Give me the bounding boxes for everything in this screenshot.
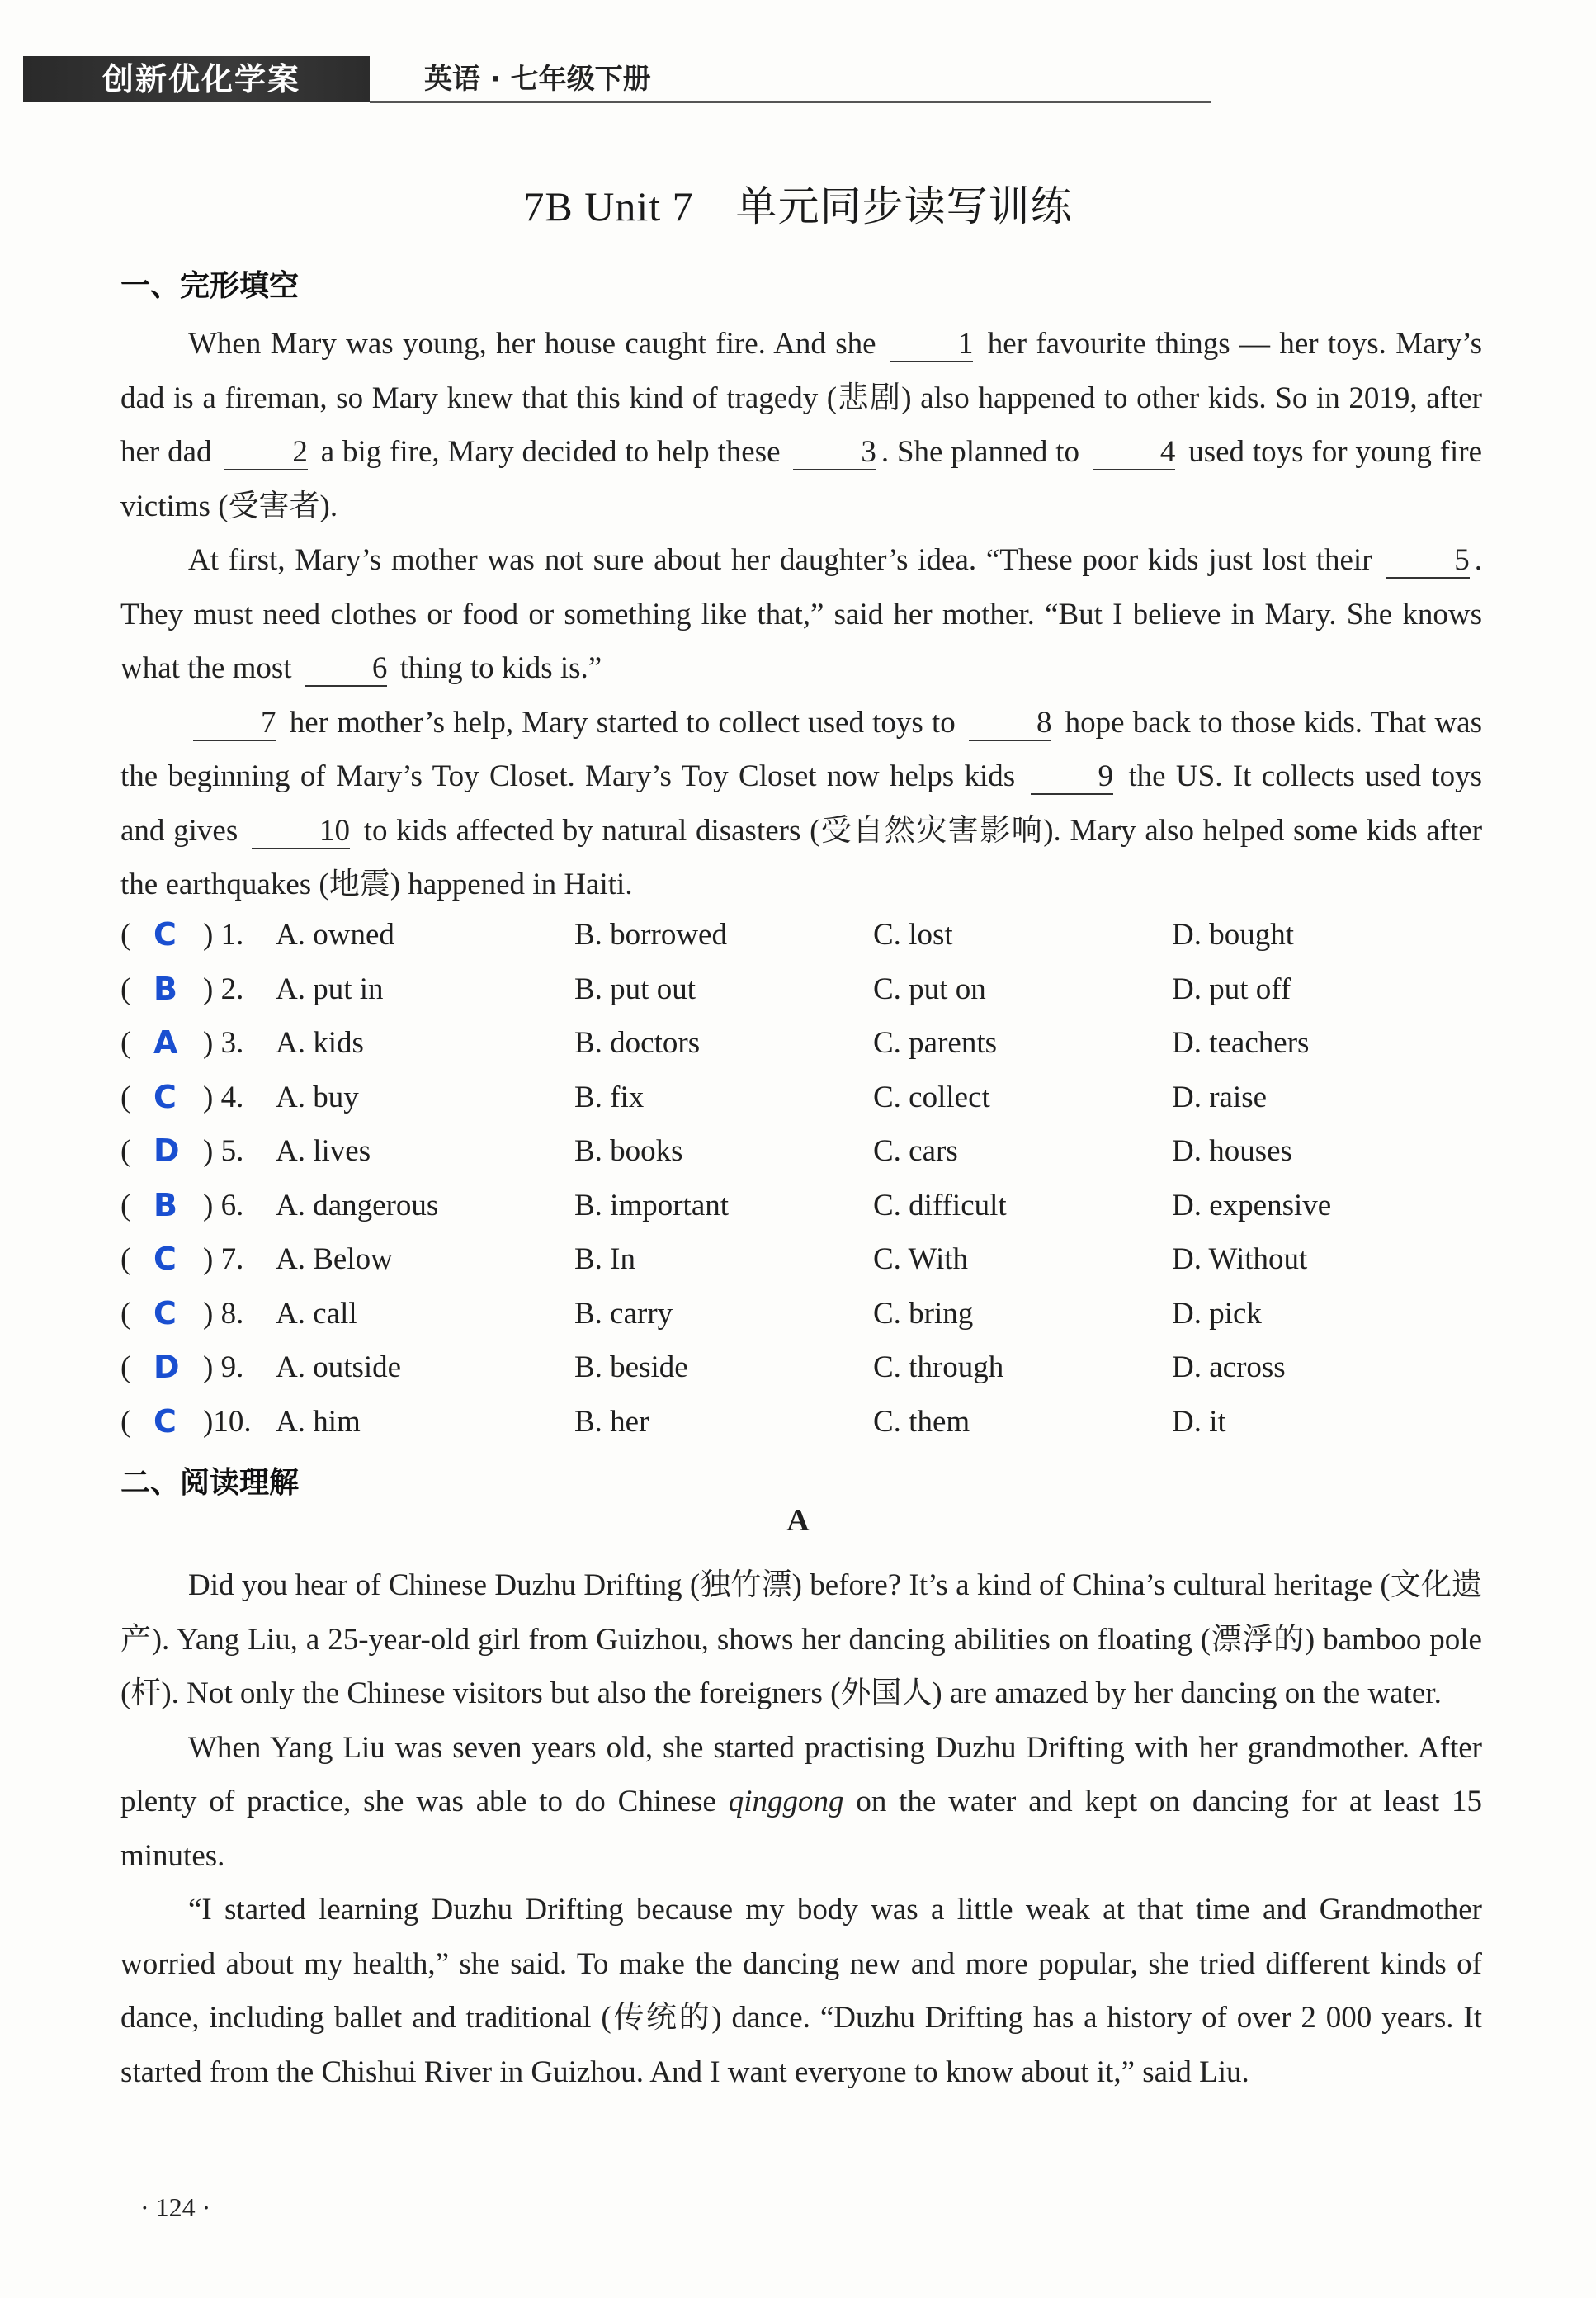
option-a: A. dangerous (276, 1188, 439, 1222)
number-text: 5. (220, 1134, 244, 1168)
option-a: A. Below (276, 1242, 393, 1276)
question-row (120, 1232, 1523, 1287)
question-number (203, 1232, 243, 1287)
paren-open: ( (120, 918, 131, 952)
paren-open: ( (120, 1080, 131, 1114)
option-b: B. carry (574, 1296, 673, 1331)
cloze-paragraph-1 (120, 317, 1482, 533)
number-text: 8. (220, 1296, 244, 1331)
question-number (203, 1340, 243, 1395)
option-d: D. it (1172, 1404, 1226, 1439)
option-c: C. them (873, 1404, 970, 1439)
blank-4: 4 (1093, 436, 1176, 470)
cloze-passage (120, 317, 1482, 912)
paren-close: ) (203, 1350, 214, 1384)
answer-mark: C (153, 1294, 177, 1331)
question-row (120, 1179, 1523, 1233)
paren-close: ) (203, 972, 214, 1006)
option-b: B. In (574, 1242, 635, 1276)
number-text: 7. (220, 1242, 244, 1276)
option-a: A. owned (276, 918, 394, 952)
answer-mark: C (153, 1241, 177, 1277)
blank-2: 2 (224, 436, 308, 470)
brand-logo: 创新优化学案 (23, 56, 370, 102)
section-heading-cloze: 一、完形填空 (120, 269, 300, 303)
option-b: B. important (574, 1188, 730, 1222)
question-number (203, 1287, 243, 1341)
cloze-paragraph-3 (120, 696, 1482, 912)
number-text: 4. (220, 1080, 244, 1114)
paren-close: ) (203, 1296, 214, 1331)
option-a: A. kids (276, 1026, 364, 1060)
paren-close: ) (203, 1080, 214, 1114)
number-text: 6. (220, 1188, 244, 1222)
text-span: At first, Mary’s mother was not sure about her daughter’s idea. “These poor kids just lost their (188, 543, 1372, 577)
option-c: C. lost (873, 918, 953, 952)
page-title: 7B Unit 7 单元同步读写训练 (523, 183, 1073, 229)
paren-open: ( (120, 1026, 131, 1060)
answer-mark: C (153, 1078, 177, 1115)
blank-3: 3 (793, 436, 876, 470)
reading-paragraph-2 (120, 1721, 1482, 1884)
page-header (23, 56, 1195, 102)
option-d: D. raise (1172, 1080, 1268, 1114)
passage-label: A (786, 1503, 810, 1538)
paren-close: ) (203, 1404, 214, 1439)
text-span: thing to kids is.” (399, 651, 602, 685)
option-d: D. houses (1172, 1134, 1292, 1168)
text-span: . She planned to (881, 435, 1080, 469)
option-c: C. through (873, 1350, 1004, 1384)
option-b: B. borrowed (574, 918, 727, 952)
answer-mark: B (153, 970, 177, 1007)
blank-5: 5 (1386, 544, 1470, 579)
header-divider (370, 101, 1211, 103)
section-heading-reading: 二、阅读理解 (120, 1466, 300, 1500)
option-d: D. expensive (1172, 1188, 1332, 1222)
paren-close: ) (203, 1242, 214, 1276)
text-span: When Mary was young, her house caught fire. And she (188, 327, 876, 361)
text-span: her favourite things — her toys. Mary’s dad is a fireman, so Mary knew that this kind of tragedy (悲剧) also happened to other kids. So in 2019, after her dad (120, 327, 1483, 469)
number-text: 1. (220, 918, 244, 952)
answer-mark: A (153, 1024, 178, 1061)
blank-8: 8 (969, 707, 1052, 741)
question-number (203, 1071, 243, 1125)
option-d: D. pick (1172, 1296, 1262, 1331)
text-span: to kids affected by natural disasters (受自然灾害影响). Mary also helped some kids after the earthquakes (地震) happened in Haiti. (120, 813, 1483, 901)
text-span: the US. It collects used toys and gives (120, 759, 1482, 848)
text-span: When Yang Liu was seven years old, she started practising Duzhu Drifting with her grandmother. After plenty of practice, she was able to do Chinese (120, 1730, 1482, 1818)
blank-10: 10 (252, 815, 350, 849)
reading-paragraph-3: “I started learning Duzhu Drifting because my body was a little weak at that time and Grandmother worried about my health,” she said. To make the dancing new and more popular, she tried different kinds of dance, including ballet and traditional (传统的) dance. “Duzhu Drifting has a history of over 2 000 years. It started from the Chishui River in Guizhou. And I want everyone to know about it,” said Liu. (120, 1893, 1482, 2089)
option-d: D. across (1172, 1350, 1286, 1384)
question-row (120, 1340, 1523, 1395)
question-number (203, 1016, 243, 1071)
option-c: C. difficult (873, 1188, 1007, 1222)
paren-close: ) (203, 1134, 214, 1168)
number-text: 10. (213, 1404, 252, 1439)
question-row (120, 1016, 1523, 1071)
text-span: used toys for young fire victims (受害者). (120, 435, 1483, 523)
option-c: C. parents (873, 1026, 998, 1060)
number-text: 3. (220, 1026, 244, 1060)
question-number (203, 908, 243, 962)
paren-open: ( (120, 1134, 131, 1168)
option-c: C. bring (873, 1296, 974, 1331)
option-b: B. put out (574, 972, 696, 1006)
paren-close: ) (203, 1026, 214, 1060)
option-d: D. bought (1172, 918, 1294, 952)
subject-label: 英语 · 七年级下册 (424, 63, 651, 96)
answer-mark: C (153, 1402, 177, 1440)
option-a: A. buy (276, 1080, 359, 1114)
blank-1: 1 (890, 328, 974, 362)
paren-open: ( (120, 1296, 131, 1331)
question-row (120, 1287, 1523, 1341)
answer-mark: D (153, 1349, 180, 1385)
text-span: a big fire, Mary decided to help these (320, 435, 781, 469)
paren-close: ) (203, 918, 214, 952)
option-a: A. lives (276, 1134, 371, 1168)
option-d: D. Without (1172, 1242, 1308, 1276)
option-c: C. With (873, 1242, 969, 1276)
paren-open: ( (120, 1350, 131, 1384)
blank-9: 9 (1031, 760, 1114, 795)
question-row (120, 908, 1523, 962)
paren-open: ( (120, 972, 131, 1006)
text-span: . They must need clothes or food or something like that,” said her mother. “But I believe in Mary. She knows what the most (120, 543, 1483, 685)
blank-6: 6 (305, 652, 388, 687)
paren-close: ) (203, 1188, 214, 1222)
paren-open: ( (120, 1404, 131, 1439)
option-c: C. collect (873, 1080, 990, 1114)
text-span: her mother’s help, Mary started to collect used toys to (289, 705, 956, 740)
option-d: D. teachers (1172, 1026, 1310, 1060)
blank-7: 7 (193, 707, 276, 741)
option-b: B. fix (574, 1080, 645, 1114)
number-text: 9. (220, 1350, 244, 1384)
question-number (203, 1179, 243, 1233)
paren-open: ( (120, 1188, 131, 1222)
option-b: B. her (574, 1404, 649, 1439)
option-b: B. beside (574, 1350, 688, 1384)
option-a: A. put in (276, 972, 384, 1006)
option-c: C. put on (873, 972, 986, 1006)
text-span: on the water and kept on dancing for at least 15 minutes. (120, 1785, 1483, 1873)
question-row (120, 1071, 1523, 1125)
option-c: C. cars (873, 1134, 958, 1168)
option-b: B. books (574, 1134, 683, 1168)
number-text: 2. (220, 972, 244, 1006)
option-a: A. outside (276, 1350, 402, 1384)
question-row (120, 1124, 1523, 1179)
question-number (203, 962, 243, 1017)
option-d: D. put off (1172, 972, 1291, 1006)
italic-term: qinggong (728, 1785, 844, 1818)
page-number: · 124 · (140, 2192, 211, 2222)
cloze-paragraph-2 (120, 533, 1482, 696)
reading-passage (120, 1558, 1482, 2099)
cloze-options (120, 908, 1523, 1449)
paren-open: ( (120, 1242, 131, 1276)
answer-mark: D (153, 1132, 180, 1169)
question-row (120, 1395, 1523, 1449)
question-number (203, 1395, 252, 1449)
option-a: A. him (276, 1404, 361, 1439)
question-row (120, 962, 1523, 1017)
question-number (203, 1124, 243, 1179)
reading-paragraph-1: Did you hear of Chinese Duzhu Drifting (独竹漂) before? It’s a kind of China’s cultural heritage (文化遗产). Yang Liu, a 25-year-old girl from Guizhou, shows her dancing abilities on floating (漂浮的) bamboo pole (杆). Not only the Chinese visitors but also the foreigners (外国人) are amazed by her dancing on the water. (120, 1568, 1482, 1710)
option-b: B. doctors (574, 1026, 701, 1060)
text-span: hope back to those kids. That was the beginning of Mary’s Toy Closet. Mary’s Toy Closet now helps kids (120, 705, 1483, 793)
option-a: A. call (276, 1296, 357, 1331)
answer-mark: C (153, 916, 177, 953)
answer-mark: B (153, 1186, 177, 1223)
